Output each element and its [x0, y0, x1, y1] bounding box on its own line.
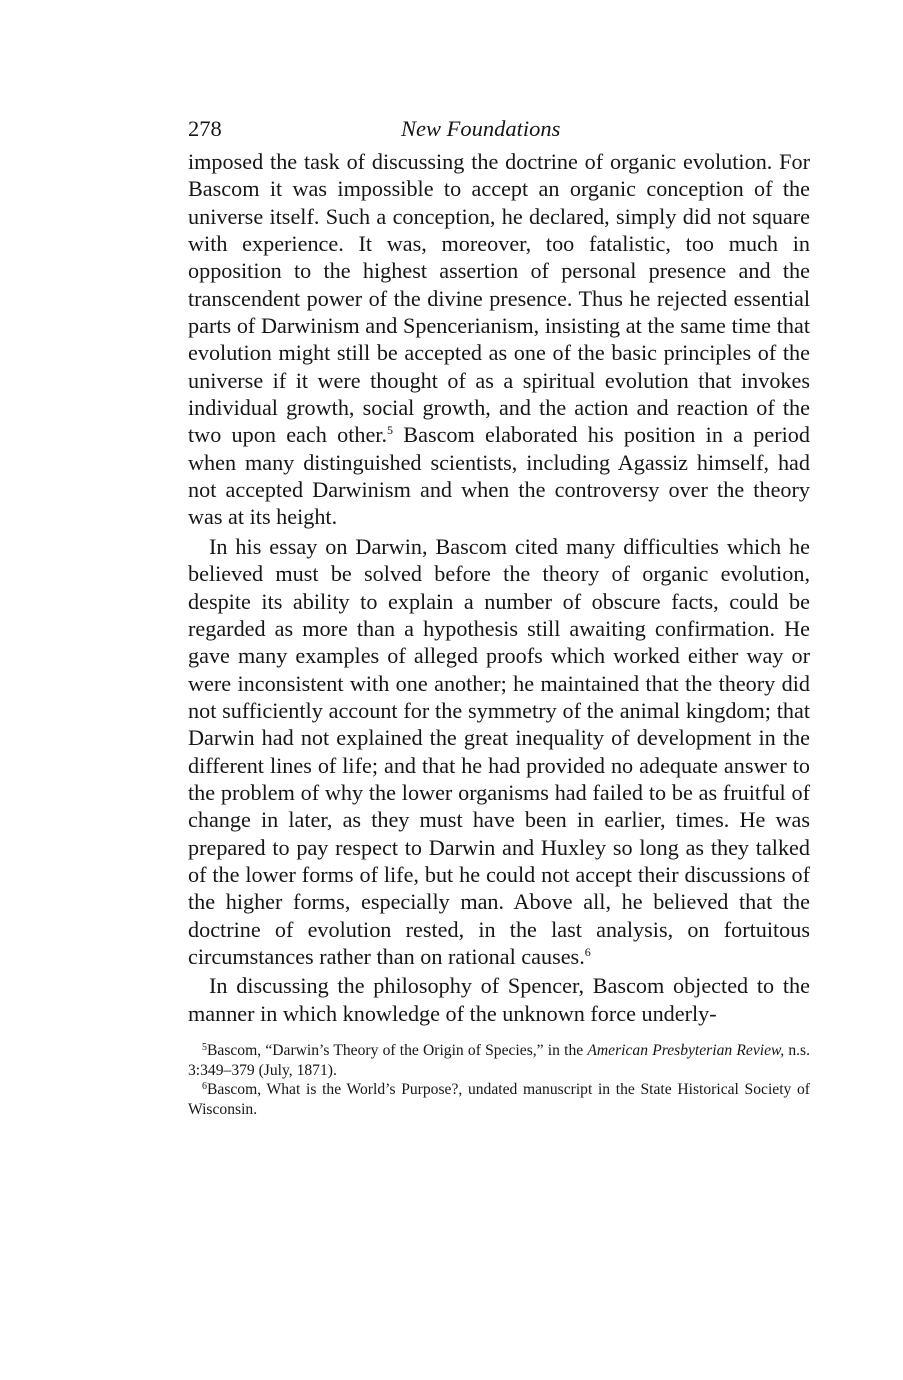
footnote-text: n.s. 3:349–379 (July, 1871).	[188, 1042, 811, 1079]
page-number: 278	[188, 116, 222, 141]
footnote-mark: 6	[202, 1081, 207, 1093]
paragraph	[188, 972, 810, 1027]
running-head	[188, 110, 810, 148]
paragraph	[188, 533, 810, 971]
book-page	[188, 110, 810, 1119]
paragraph-continued	[188, 148, 810, 531]
paragraph-text: In his essay on Darwin, Bascom cited many difficulties which he believed must be solved before the theory of organic evolution, despite its ability to explain a number of obscure facts, could be regarded as more than a hypothesis still awaiting confirmation. He gave many examples of alleged proofs which worked either way or were inconsistent with one another; he maintained that the theory did not sufficiently account for the symmetry of the animal kingdom; that Darwin had not explained the great inequality of development in the different lines of life; and that he had provided no adequate answer to the problem of why the lower organisms had failed to be as fruitful of change in later, as they must have been in earlier, times. He was prepared to pay respect to Darwin and Huxley so long as they talked of the lower forms of life, but he could not accept their discussions of the higher forms, especially man. Above all, he believed that the doctrine of evolution rested, in the last analysis, on fortuitous circumstances rather than on rational causes.	[188, 533, 810, 969]
paragraph-text: imposed the task of discussing the doctrine of organic evolution. For Bascom it was impossible to accept an organic conception of the universe itself. Such a conception, he declared, simply did not square with experience. It was, moreover, too fatalistic, too much in opposition to the highest assertion of personal presence and the transcendent power of the divine presence. Thus he rejected essential parts of Darwinism and Spencerianism, insisting at the same time that evolution might still be accepted as one of the basic principles of the universe if it were thought of as a spiritual evolution that invokes individual growth, social growth, and the action and reaction of the two upon each other.	[188, 149, 810, 448]
running-title: New Foundations	[401, 116, 561, 141]
footnote-text: Bascom, “Darwin’s Theory of the Origin of Species,” in the	[207, 1042, 588, 1059]
footnote	[188, 1041, 810, 1080]
footnote-reference: 5	[387, 423, 394, 438]
footnote	[188, 1080, 810, 1119]
footnote-text: Bascom, What is the World’s Purpose?, undated manuscript in the State Historical Society of Wisconsin.	[188, 1081, 810, 1118]
body-text	[188, 148, 810, 1027]
footnote-mark: 5	[202, 1042, 207, 1053]
footnotes	[188, 1041, 810, 1119]
paragraph-text: Bascom elaborated his position in a period when many distinguished scientists, including Agassiz himself, had not accepted Darwinism and when the controversy over the theory was at its height.	[188, 422, 810, 530]
paragraph-text: In discussing the philosophy of Spencer, Bascom objected to the manner in which knowledge of the unknown force underly-	[188, 973, 810, 1026]
footnote-reference: 6	[584, 944, 591, 959]
footnote-journal-title: American Presbyterian Review,	[587, 1042, 785, 1059]
